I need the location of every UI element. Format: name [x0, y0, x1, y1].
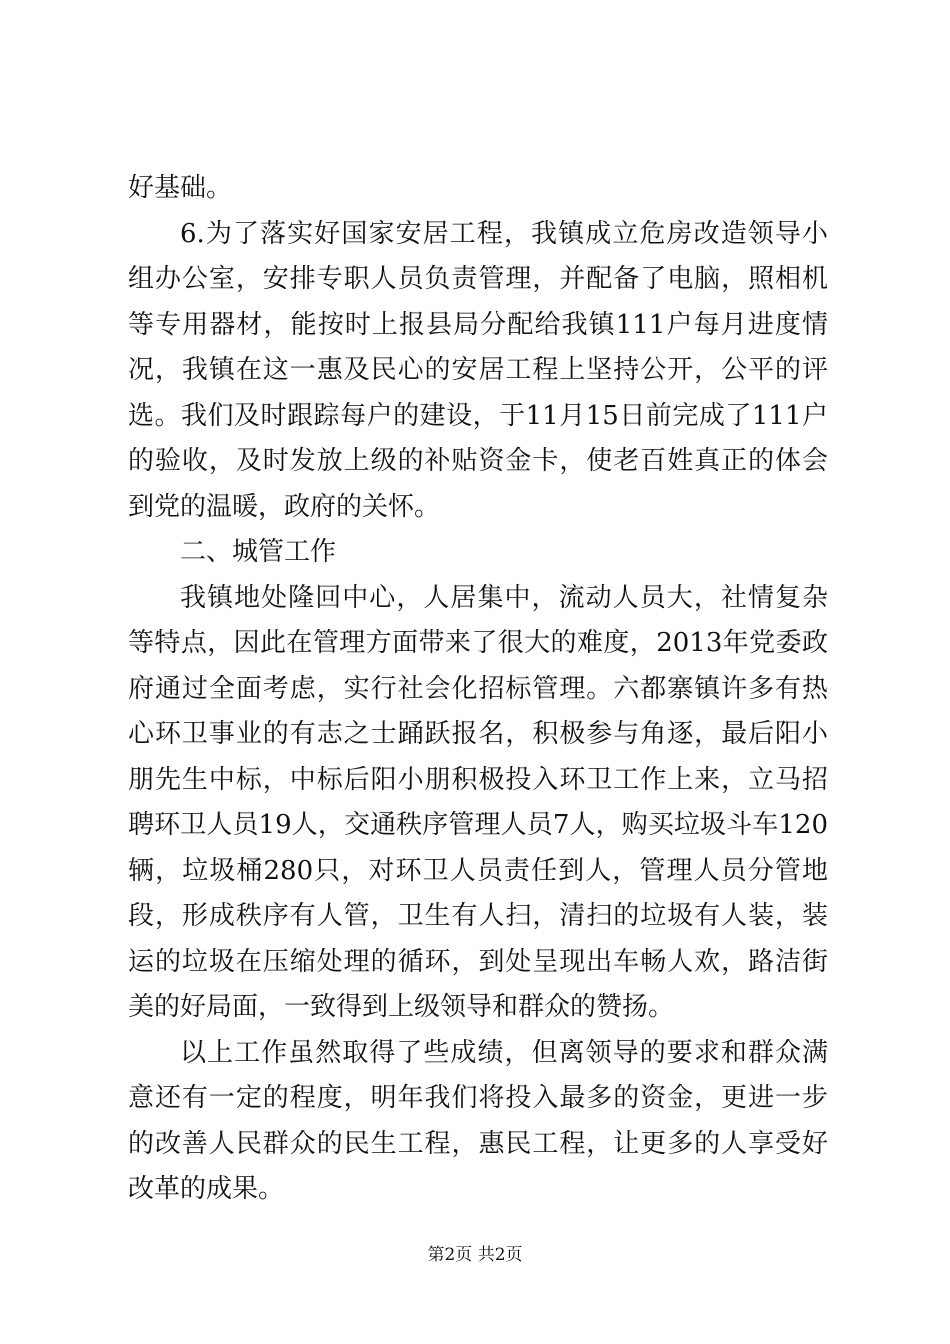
paragraph-continuation: 好基础。: [128, 173, 233, 203]
paragraph-conclusion: 以上工作虽然取得了些成绩，但离领导的要求和群众满意还有一定的程度，明年我们将投入最多的资金，更进一步的改善人民群众的民生工程，惠民工程，让更多的人享受好改革的成果。: [128, 1037, 828, 1204]
document-body: [128, 166, 828, 1213]
section-heading-urban-management: 二、城管工作: [180, 537, 337, 567]
paragraph-urban-management: 我镇地处隆回中心，人居集中，流动人员大，社情复杂等特点，因此在管理方面带来了很大的难度，2013年党委政府通过全面考虑，实行社会化招标管理。六都寨镇许多有热心环卫事业的有志之士踊跃报名，积极参与角逐，最后阳小朋先生中标，中标后阳小朋积极投入环卫工作上来，立马招聘环卫人员19人，交通秩序管理人员7人，购买垃圾斗车120辆，垃圾桶280只，对环卫人员责任到人，管理人员分管地段，形成秩序有人管，卫生有人扫，清扫的垃圾有人装，装运的垃圾在压缩处理的循环，到处呈现出车畅人欢，路洁街美的好局面，一致得到上级领导和群众的赞扬。: [128, 582, 828, 1022]
page-footer: 第2页 共2页: [427, 1245, 523, 1265]
paragraph-housing-project: 6.为了落实好国家安居工程，我镇成立危房改造领导小组办公室，安排专职人员负责管理，并配备了电脑，照相机等专用器材，能按时上报县局分配给我镇111户每月进度情况，我镇在这一惠及民心的安居工程上坚持公开，公平的评选。我们及时跟踪每户的建设，于11月15日前完成了111户的验收，及时发放上级的补贴资金卡，使老百姓真正的体会到党的温暖，政府的关怀。: [128, 218, 828, 522]
